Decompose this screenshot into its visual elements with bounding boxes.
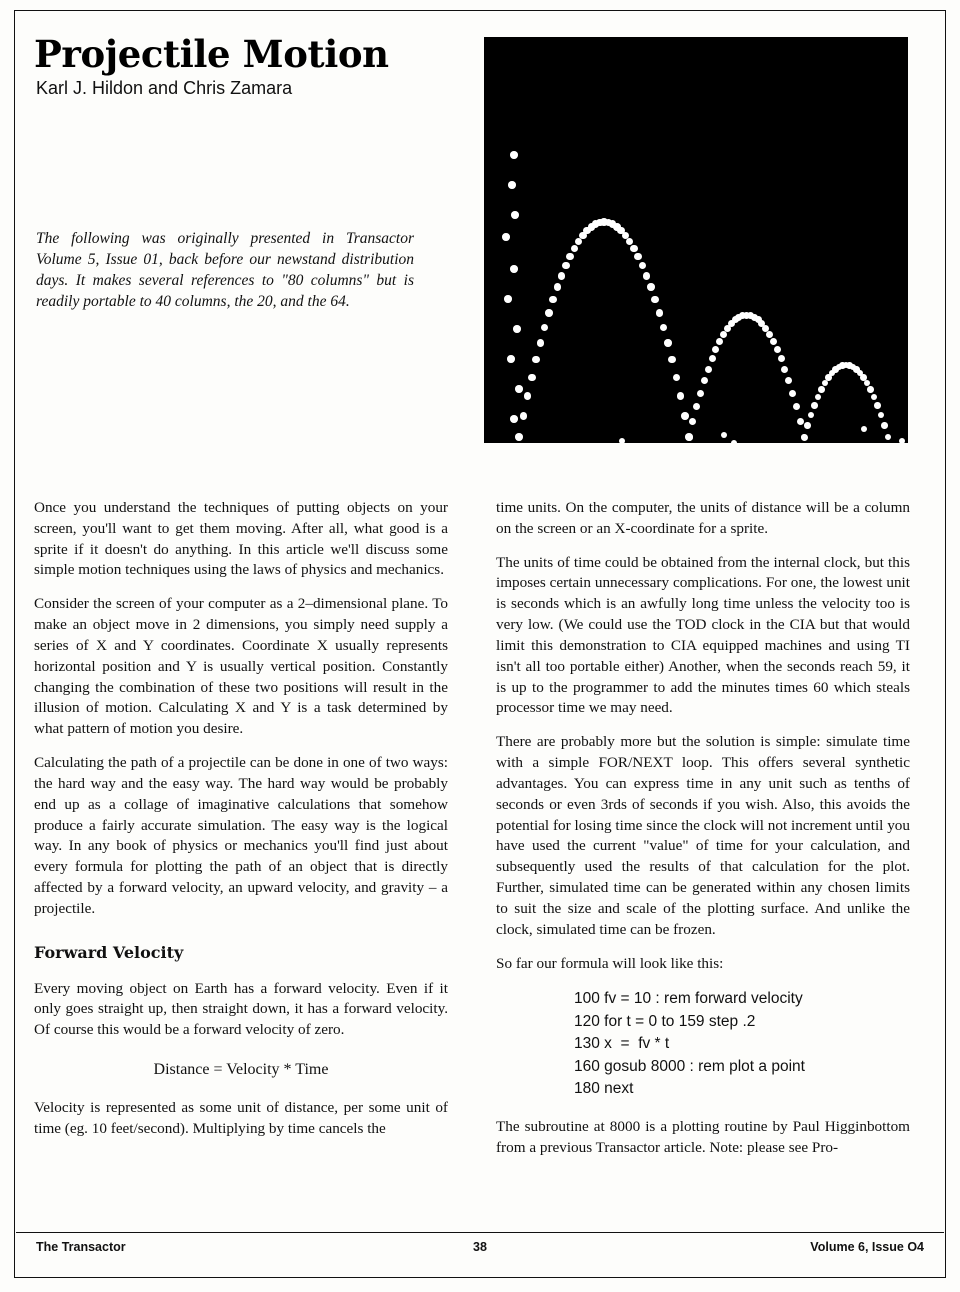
plot-point bbox=[502, 233, 510, 241]
plot-point bbox=[705, 366, 712, 373]
footer-issue: Volume 6, Issue O4 bbox=[810, 1240, 924, 1254]
plot-point bbox=[647, 283, 655, 291]
plot-point bbox=[643, 272, 651, 280]
plot-point bbox=[804, 422, 811, 429]
plot-point bbox=[673, 374, 681, 382]
paragraph: Every moving object on Earth has a forward velocity. Even if it only goes straight up, then straight down, it has a forward velocity. Of course this would be a forward velocity of zero. bbox=[34, 979, 448, 1039]
plot-point bbox=[558, 272, 566, 280]
code-line: 100 fv = 10 : rem forward velocity bbox=[574, 990, 803, 1008]
plot-point bbox=[721, 432, 728, 439]
plot-point bbox=[899, 438, 906, 443]
paragraph: Calculating the path of a projectile can be done in one of two ways: the hard way and the easy way. The hard way would be probably end up as a collage of imaginative calculations that somehow produce a fairly accurate simulation. The easy way is the logical way. In any book of physics or mechanics you'll find just about every formula for plotting the path of an object that is directly affected by a forward velocity, an upward velocity, and gravity – a projectile. bbox=[34, 754, 448, 917]
plot-point bbox=[731, 440, 738, 443]
plot-point bbox=[630, 245, 638, 253]
footer-page-number: 38 bbox=[473, 1240, 487, 1254]
paragraph: Once you understand the techniques of putting objects on your screen, you'll want to get them moving. After all, what good is a sprite if it doesn't do anything. In this article we'll discuss some simple motion techniques using the laws of physics and mechanics. bbox=[34, 499, 448, 579]
plot-point bbox=[793, 403, 800, 410]
plot-point bbox=[541, 324, 549, 332]
plot-point bbox=[651, 296, 659, 304]
plot-point bbox=[639, 262, 647, 270]
plot-point bbox=[815, 394, 822, 401]
right-column bbox=[496, 498, 910, 1171]
plot-point bbox=[524, 392, 532, 400]
plot-point bbox=[811, 402, 818, 409]
plot-point bbox=[626, 238, 634, 246]
plot-point bbox=[867, 386, 874, 393]
plot-point bbox=[774, 346, 781, 353]
article-byline: Karl J. Hildon and Chris Zamara bbox=[36, 78, 293, 98]
plot-point bbox=[549, 296, 557, 304]
projectile-screenshot-figure bbox=[484, 37, 908, 443]
plot-point bbox=[881, 422, 888, 429]
plot-point bbox=[693, 403, 700, 410]
plot-point bbox=[770, 338, 777, 345]
plot-point bbox=[660, 324, 668, 332]
plot-point bbox=[520, 412, 528, 420]
plot-point bbox=[689, 418, 696, 425]
paragraph: Velocity is represented as some unit of distance, per some unit of time (eg. 10 feet/second). Multiplying by time cancels the bbox=[34, 1099, 448, 1137]
footer-divider bbox=[16, 1232, 944, 1233]
plot-point bbox=[562, 262, 570, 270]
plot-point bbox=[510, 265, 518, 273]
plot-point bbox=[871, 394, 878, 401]
plot-point bbox=[712, 346, 719, 353]
plot-point bbox=[874, 402, 881, 409]
equation: Distance = Velocity * Time bbox=[153, 1061, 329, 1079]
code-line: 120 for t = 0 to 159 step .2 bbox=[574, 1012, 756, 1030]
code-listing bbox=[574, 988, 910, 1100]
plot-point bbox=[808, 412, 815, 419]
plot-point bbox=[709, 355, 716, 362]
plot-point bbox=[554, 283, 562, 291]
plot-point bbox=[656, 309, 664, 317]
plot-point bbox=[619, 438, 626, 443]
paragraph: There are probably more but the solution is simple: simulate time with a simple FOR/NEXT loop. This offers several synthetic advantages. You can express time in any unit such as tenths of seconds or even 3rds of seconds if you wish. Also, this avoids the potential for losing time since the clock will not increment until you have used the current "value" of time for your calculation, and subsequently used the results of that calculation for the plot. Further, simulated time can be generated within any chosen limits to suit the size and scale of the plotting surface. And unlike the clock, simulated time can be frozen. bbox=[496, 733, 910, 938]
plot-point bbox=[537, 339, 545, 347]
footer-publication: The Transactor bbox=[36, 1240, 126, 1254]
plot-point bbox=[508, 181, 516, 189]
article-title: Projectile Motion bbox=[34, 32, 389, 76]
plot-point bbox=[510, 151, 518, 159]
plot-point bbox=[571, 245, 579, 253]
plot-point bbox=[510, 415, 518, 423]
left-column bbox=[34, 498, 448, 1153]
plot-point bbox=[668, 356, 676, 364]
code-line: 180 next bbox=[574, 1080, 634, 1098]
plot-point bbox=[686, 434, 693, 441]
paragraph: time units. On the computer, the units of distance will be a column on the screen or an X-coordinate for a sprite. bbox=[496, 499, 910, 537]
plot-point bbox=[716, 338, 723, 345]
plot-point bbox=[532, 356, 540, 364]
plot-point bbox=[797, 418, 804, 425]
plot-point bbox=[513, 325, 521, 333]
plot-point bbox=[664, 339, 672, 347]
plot-point bbox=[861, 426, 868, 433]
plot-point bbox=[515, 385, 523, 393]
paragraph: So far our formula will look like this: bbox=[496, 954, 724, 972]
code-line: 160 gosub 8000 : rem plot a point bbox=[574, 1057, 805, 1075]
section-subhead: Forward Velocity bbox=[34, 942, 184, 962]
plot-point bbox=[504, 295, 512, 303]
paragraph: Consider the screen of your computer as a 2–dimensional plane. To make an object move in 2 dimensions, you simply need supply a series of X and Y coordinates. Coordinate X usually represents horizontal position and Y is usually vertical position. Constantly changing the combination of these two positions will result in the illusion of motion. Calculating X and Y is a task determined by what pattern of motion you desire. bbox=[34, 595, 448, 738]
plot-point bbox=[681, 412, 689, 420]
plot-point bbox=[818, 386, 825, 393]
plot-point bbox=[697, 390, 704, 397]
plot-point bbox=[778, 355, 785, 362]
plot-point bbox=[766, 331, 773, 338]
plot-point bbox=[528, 374, 536, 382]
paragraph: The subroutine at 8000 is a plotting routine by Paul Higginbottom from a previous Transactor article. Note: please see Pro- bbox=[496, 1117, 910, 1156]
intro-note: The following was originally presented in Transactor Volume 5, Issue 01, back before our newstand distribution days. It makes several references to "80 columns" but is readily portable to 40 columns, the 20, and the 64. bbox=[36, 230, 414, 311]
plot-point bbox=[781, 366, 788, 373]
plot-point bbox=[785, 377, 792, 384]
plot-point bbox=[566, 253, 574, 261]
plot-point bbox=[677, 392, 685, 400]
code-line: 130 x = fv * t bbox=[574, 1035, 670, 1053]
paragraph: The units of time could be obtained from the internal clock, but this imposes certain unnecessary complications. For one, the lowest unit is seconds which is an awfully long time unless the velocity too is very low. (We could use the TOD clock in the CIA but that would limit this demonstration to CIA equipped machines and using TI isn't all too portable either) Another, when the seconds reach 59, it is up to the programmer to add the minutes times 60 which steals processor time we may need. bbox=[496, 553, 910, 717]
plot-point bbox=[545, 309, 553, 317]
plot-point bbox=[511, 211, 519, 219]
plot-point bbox=[701, 377, 708, 384]
plot-point bbox=[634, 253, 642, 261]
plot-point bbox=[507, 355, 515, 363]
plot-point bbox=[720, 331, 727, 338]
plot-point bbox=[885, 434, 892, 441]
plot-point bbox=[789, 390, 796, 397]
plot-point bbox=[515, 433, 523, 441]
plot-point bbox=[878, 412, 885, 419]
